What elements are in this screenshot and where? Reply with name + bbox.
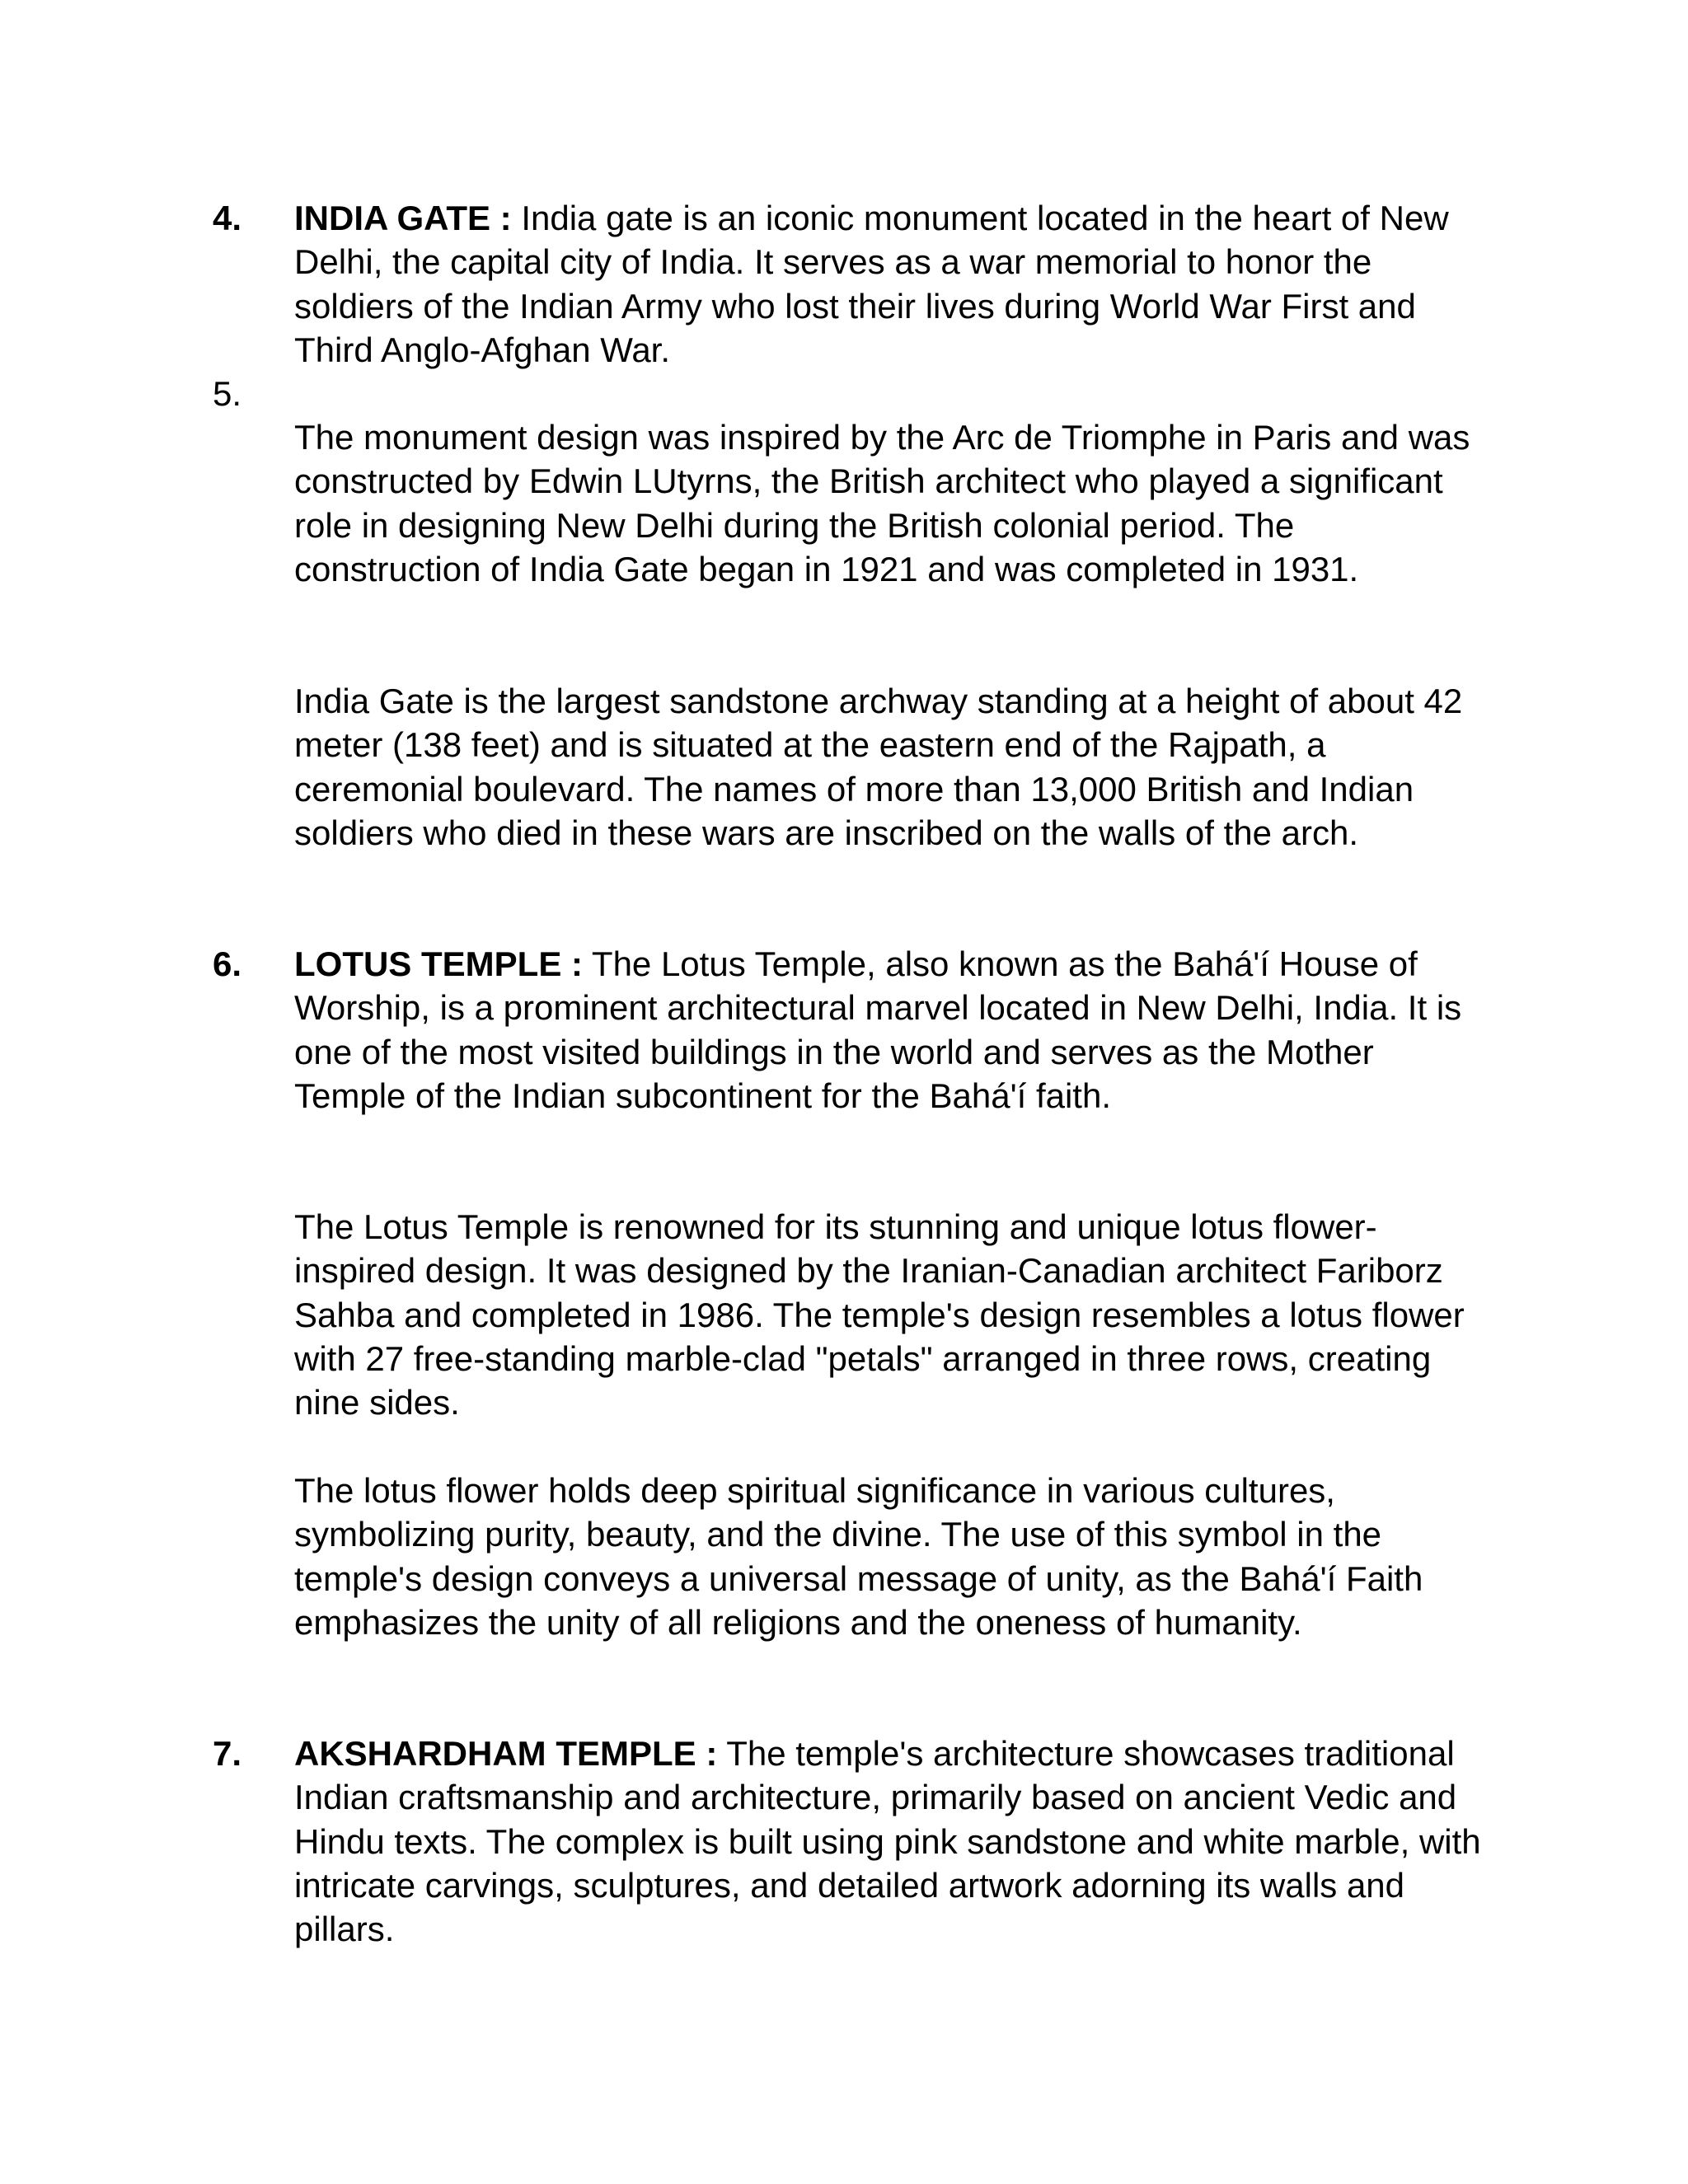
list-item-akshardham-temple [294, 1732, 1489, 1951]
item-heading: INDIA GATE : [294, 199, 512, 237]
list-item-lotus-temple [294, 942, 1489, 1118]
paragraph-text: India Gate is the largest sandstone archway standing at a height of about 42 meter (138 feet) and is situated at the eastern end of the Rajpath, a ceremonial boulevard. The names of more than 13,000 British and Indian soldiers who died in these wars are inscribed on the walls of the arch. [294, 682, 1463, 852]
item-heading: LOTUS TEMPLE : [294, 944, 583, 983]
item-heading: AKSHARDHAM TEMPLE : [294, 1734, 718, 1773]
paragraph-text: The lotus flower holds deep spiritual significance in various cultures, symbolizing purity, beauty, and the divine. The use of this symbol in the temple's design conveys a universal message of unity, as the Bahá'í Faith emphasizes the unity of all religions and the oneness of humanity. [294, 1471, 1423, 1642]
paragraph-text: The Lotus Temple, also known as the Bahá'í House of Worship, is a prominent architectural marvel located in New Delhi, India. It is one of the most visited buildings in the world and serves as the Mother Temple of the Indian subcontinent for the Bahá'í faith. [294, 944, 1462, 1115]
list-item-india-gate [294, 196, 1489, 372]
list-number: 7. [213, 1734, 242, 1773]
paragraph-text: The Lotus Temple is renowned for its stunning and unique lotus flower-inspired design. It was designed by the Iranian-Canadian architect Fariborz Sahba and completed in 1986. The temple's design resembles a lotus flower with 27 free-standing marble-clad "petals" arranged in three rows, creating nine sides. [294, 1207, 1465, 1422]
list-number: 4. [213, 199, 242, 237]
list-number: 6. [213, 944, 242, 983]
list-number: 5. [213, 374, 242, 413]
paragraph-text: India gate is an iconic monument located in the heart of New Delhi, the capital city of India. It serves as a war memorial to honor the soldiers of the Indian Army who lost their lives during World War First and Third Anglo-Afghan War. [294, 199, 1449, 369]
paragraph-text: The temple's architecture showcases traditional Indian craftsmanship and architecture, primarily based on ancient Vedic and Hindu texts. The complex is built using pink sandstone and white marble, with intricate carvings, sculptures, and detailed artwork adorning its walls and pillars. [294, 1734, 1481, 1949]
paragraph-text: The monument design was inspired by the Arc de Triomphe in Paris and was constructed by Edwin LUtyrns, the British architect who played a significant role in designing New Delhi during the British colonial period. The construction of India Gate began in 1921 and was completed in 1931. [294, 418, 1470, 588]
